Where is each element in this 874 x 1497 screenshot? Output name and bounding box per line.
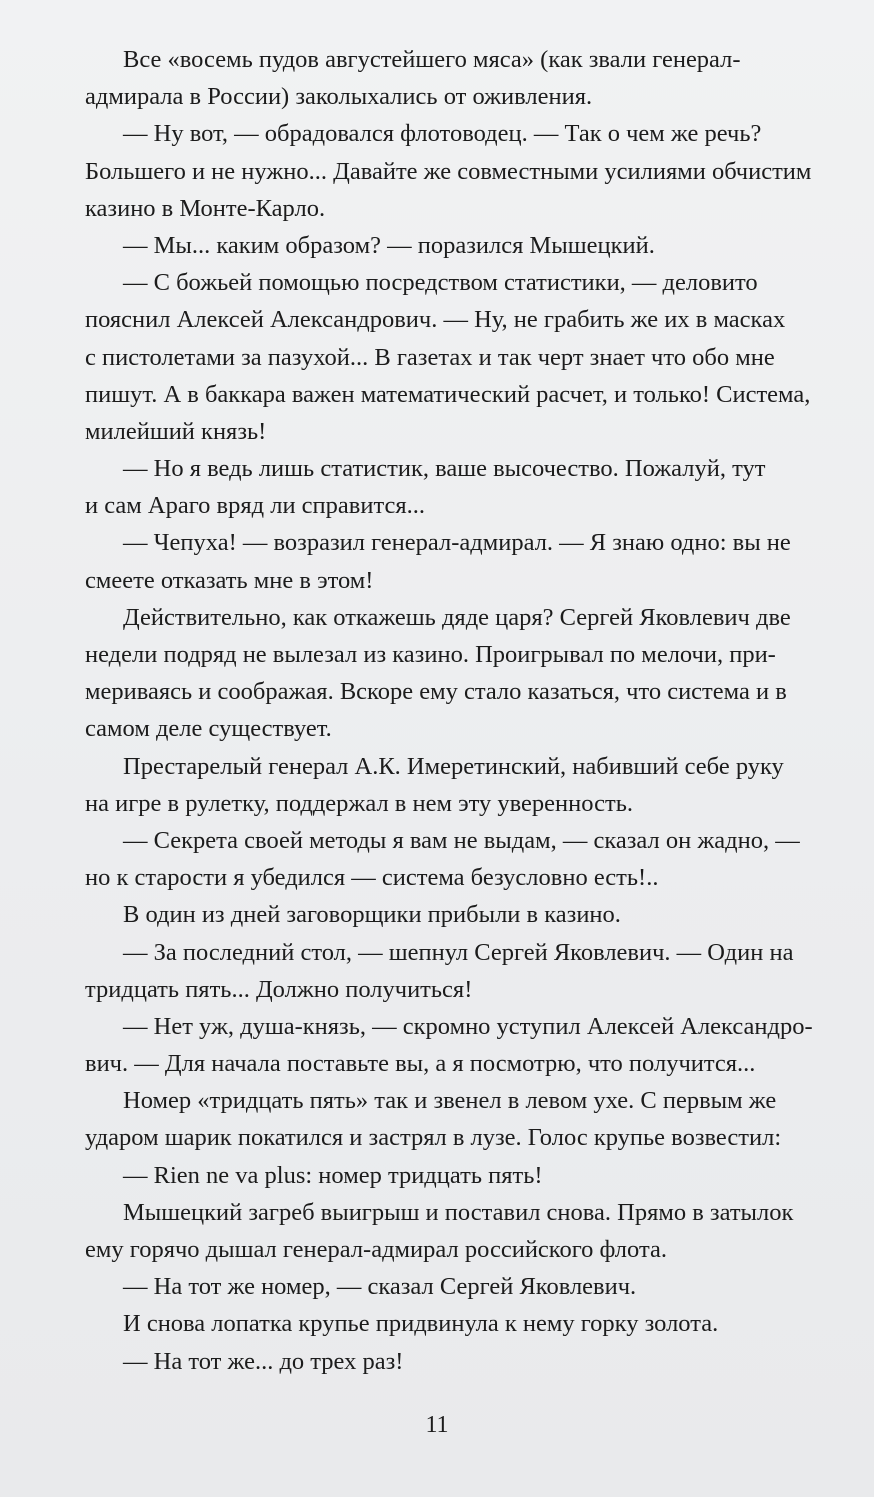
text-line: — Мы... каким образом? — поразился Мышецкий. bbox=[123, 231, 655, 259]
text-line: ему горячо дышал генерал-адмирал российского флота. bbox=[85, 1236, 667, 1263]
text-line: — Ну вот, — обрадовался флотоводец. — Так о чем же речь? bbox=[123, 120, 762, 148]
text-line: — За последний стол, — шепнул Сергей Яковлевич. — Один на bbox=[123, 938, 794, 966]
text-line: — С божьей помощью посредством статистики, — деловито bbox=[123, 269, 758, 297]
text-line: смеете отказать мне в этом! bbox=[85, 566, 374, 594]
page-number: 11 bbox=[425, 1412, 449, 1438]
text-line: мериваясь и соображая. Вскоре ему стало казаться, что система и в bbox=[85, 678, 787, 706]
text-line: — На тот же... до трех раз! bbox=[123, 1347, 404, 1375]
text-line: Номер «тридцать пять» так и звенел в левом ухе. С первым же bbox=[123, 1087, 777, 1115]
text-line: пояснил Алексей Александрович. — Ну, не грабить же их в масках bbox=[85, 306, 786, 334]
text-line: — Секрета своей методы я вам не выдам, — сказал он жадно, — bbox=[123, 826, 800, 854]
text-line: Все «восемь пудов августейшего мяса» (как звали генерал- bbox=[123, 46, 741, 73]
text-line: милейший князь! bbox=[85, 417, 267, 445]
text-line: — Но я ведь лишь статистик, ваше высочество. Пожалуй, тут bbox=[123, 455, 766, 483]
text-line: — Rien ne va plus: номер тридцать пять! bbox=[123, 1161, 543, 1189]
text-line: — На тот же номер, — сказал Сергей Яковлевич. bbox=[123, 1273, 637, 1301]
text-line: вич. — Для начала поставьте вы, а я посмотрю, что получится... bbox=[85, 1050, 756, 1078]
text-line: ударом шарик покатился и застрял в лузе. Голос крупье возвестил: bbox=[85, 1124, 782, 1152]
text-line: и сам Араго вряд ли справится... bbox=[85, 492, 425, 520]
text-line: но к старости я убедился — система безусловно есть!.. bbox=[85, 864, 659, 892]
text-line: — Чепуха! — возразил генерал-адмирал. — Я знаю одно: вы не bbox=[123, 529, 791, 557]
text-line: Действительно, как откажешь дяде царя? Сергей Яковлевич две bbox=[123, 603, 791, 631]
text-line: адмирала в России) заколыхались от оживления. bbox=[85, 83, 593, 111]
text-line: тридцать пять... Должно получиться! bbox=[85, 975, 473, 1003]
text-line: с пистолетами за пазухой... В газетах и так черт знает что обо мне bbox=[85, 343, 775, 371]
text-line: недели подряд не вылезал из казино. Проигрывал по мелочи, при- bbox=[85, 641, 776, 668]
text-line: Мышецкий загреб выигрыш и поставил снова. Прямо в затылок bbox=[123, 1198, 794, 1226]
text-line: И снова лопатка крупье придвинула к нему горку золота. bbox=[123, 1310, 719, 1338]
text-line: самом деле существует. bbox=[85, 715, 332, 743]
text-line: Большего и не нужно... Давайте же совместными усилиями обчистим bbox=[85, 157, 812, 185]
text-line: пишут. А в баккара важен математический расчет, и только! Система, bbox=[85, 380, 811, 408]
text-line: — Нет уж, душа-князь, — скромно уступил Алексей Александро- bbox=[123, 1012, 813, 1040]
text-line: В один из дней заговорщики прибыли в казино. bbox=[123, 901, 621, 929]
text-line: Престарелый генерал А.К. Имеретинский, набивший себе руку bbox=[123, 752, 784, 780]
text-line: на игре в рулетку, поддержал в нем эту уверенность. bbox=[85, 789, 634, 817]
text-line: казино в Монте-Карло. bbox=[85, 194, 326, 222]
body-text bbox=[85, 41, 874, 1380]
